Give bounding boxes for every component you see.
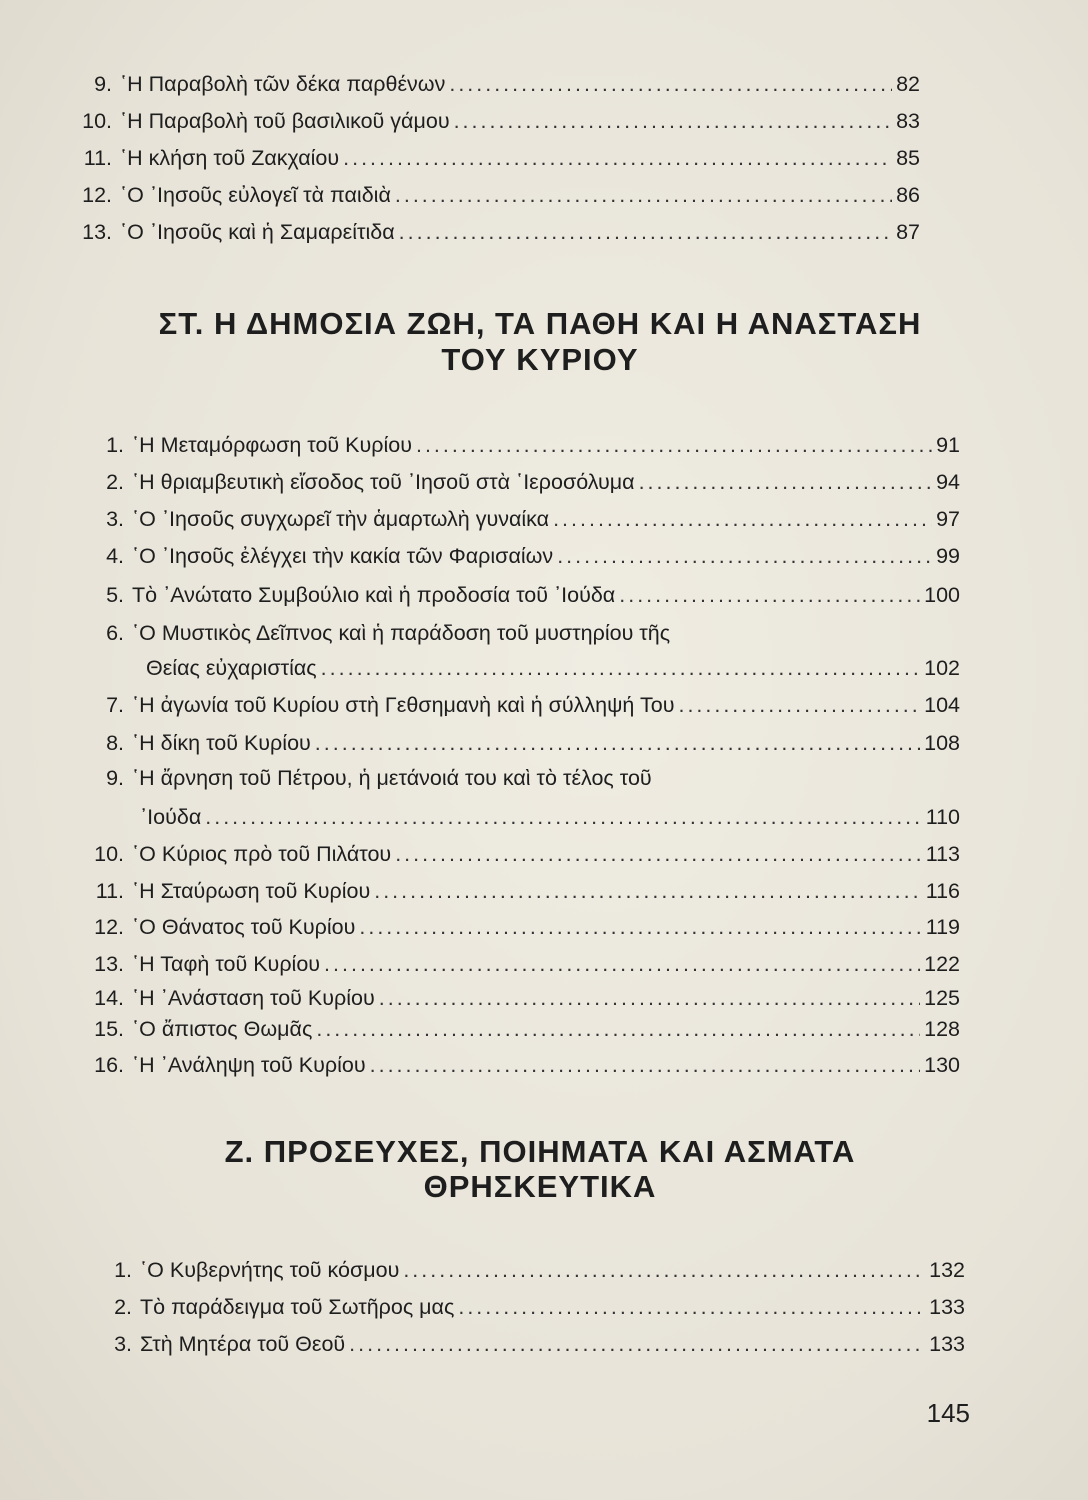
entry-page: 94 (936, 470, 960, 494)
entry-page: 122 (924, 952, 960, 976)
entry-title: ῾Η Παραβολὴ τοῦ βασιλικοῦ γάμου (120, 109, 450, 133)
toc-entry[interactable] (72, 583, 960, 607)
toc-entry[interactable] (72, 433, 960, 457)
entry-title: ῾Η Σταύρωση τοῦ Κυρίου (132, 879, 371, 903)
toc-entry[interactable] (72, 879, 960, 903)
entry-title: ῾Η ἄρνηση τοῦ Πέτρου, ἡ μετάνοιά του καὶ τὸ τέλος τοῦ (132, 766, 652, 790)
dot-leader (399, 220, 892, 244)
dot-leader (639, 470, 933, 494)
dot-leader (315, 731, 920, 755)
entry-title: ῾Ο ἄπιστος Θωμᾶς (132, 1017, 313, 1041)
toc-entry[interactable] (60, 183, 920, 207)
entry-page: 104 (924, 693, 960, 717)
dot-leader (374, 879, 922, 903)
entry-page: 87 (896, 220, 920, 244)
toc-entry[interactable] (72, 621, 960, 645)
dot-leader (449, 72, 892, 96)
toc-entry-continuation[interactable] (146, 656, 960, 680)
entry-page: 125 (924, 986, 960, 1010)
toc-entry[interactable] (80, 1332, 965, 1356)
entry-title-cont: ᾿Ιούδα (140, 805, 202, 829)
dot-leader (379, 986, 920, 1010)
entry-number: 5. (106, 583, 124, 607)
dot-leader (557, 544, 932, 568)
entry-title: ῾Η ᾿Ανάσταση τοῦ Κυρίου (132, 986, 375, 1010)
section-heading: ΣΤ. Η ΔΗΜΟΣΙΑ ΖΩΗ, ΤΑ ΠΑΘΗ ΚΑΙ Η ΑΝΑΣΤΑΣΗ (158, 306, 922, 341)
entry-page: 133 (929, 1295, 965, 1319)
entry-title: ῾Η Μεταμόρφωση τοῦ Κυρίου (132, 433, 412, 457)
entry-number: 9. (106, 766, 124, 790)
page-number: 145 (926, 1398, 970, 1428)
toc-entry[interactable] (72, 952, 960, 976)
entry-page: 130 (924, 1053, 960, 1077)
entry-title: ῾Η ᾿Ανάληψη τοῦ Κυρίου (132, 1053, 366, 1077)
entry-number: 11. (83, 146, 112, 170)
entry-page: 85 (896, 146, 920, 170)
dot-leader (370, 1053, 921, 1077)
entry-number: 12. (94, 915, 124, 939)
toc-entry-continuation[interactable] (140, 805, 960, 829)
entry-title: ῾Ο Κύριος πρὸ τοῦ Πιλάτου (132, 842, 392, 866)
dot-leader (416, 433, 932, 457)
entry-number: 7. (106, 693, 124, 717)
entry-page: 108 (924, 731, 960, 755)
entry-title: ῾Ο ᾿Ιησοῦς εὐλογεῖ τὰ παιδιὰ (120, 183, 391, 207)
entry-number: 15. (94, 1017, 124, 1041)
dot-leader (321, 656, 920, 680)
entry-title: ῾Η Ταφὴ τοῦ Κυρίου (132, 952, 321, 976)
entry-page: 119 (925, 915, 960, 939)
entry-title: ῾Ο ᾿Ιησοῦς ἐλέγχει τὴν κακία τῶν Φαρισαίων (132, 544, 554, 568)
dot-leader (324, 952, 920, 976)
entry-number: 8. (106, 731, 124, 755)
toc-entry[interactable] (60, 109, 920, 133)
entry-title: ῾Ο ᾿Ιησοῦς συγχωρεῖ τὴν ἁμαρτωλὴ γυναίκα (132, 507, 550, 531)
section-heading-cont: ΘΡΗΣΚΕΥΤΙΚΑ (423, 1169, 657, 1204)
entry-title: ῾Η ἀγωνία τοῦ Κυρίου στὴ Γεθσημανὴ καὶ ἡ σύλληψή Του (132, 693, 675, 717)
entry-page: 132 (929, 1258, 965, 1282)
dot-leader (403, 1258, 925, 1282)
dot-leader (395, 842, 922, 866)
entry-number: 3. (106, 507, 124, 531)
toc-entry[interactable] (72, 693, 960, 717)
entry-page: 100 (924, 583, 960, 607)
entry-title: ῾Ο ᾿Ιησοῦς καὶ ἡ Σαμαρείτιδα (120, 220, 395, 244)
entry-number: 13. (82, 220, 112, 244)
entry-number: 11. (95, 879, 124, 903)
entry-number: 3. (114, 1332, 132, 1356)
dot-leader (316, 1017, 920, 1041)
dot-leader (458, 1295, 925, 1319)
entry-number: 9. (94, 72, 112, 96)
entry-title: Τὸ παράδειγμα τοῦ Σωτῆρος μας (140, 1295, 455, 1319)
entry-page: 82 (896, 72, 920, 96)
dot-leader (349, 1332, 925, 1356)
entry-title: Τὸ ᾿Ανώτατο Συμβούλιο καὶ ἡ προδοσία τοῦ ᾿Ιούδα (132, 583, 616, 607)
dot-leader (395, 183, 892, 207)
entry-number: 1. (106, 433, 124, 457)
entry-number: 12. (82, 183, 112, 207)
entry-title: ῾Η θριαμβευτικὴ εἴσοδος τοῦ ᾿Ιησοῦ στὰ ῾Ιεροσόλυμα (132, 470, 635, 494)
section-heading: Ζ. ΠΡΟΣΕΥΧΕΣ, ΠΟΙΗΜΑΤΑ ΚΑΙ ΑΣΜΑΤΑ (224, 1134, 856, 1169)
dot-leader (359, 915, 921, 939)
dot-leader (343, 146, 892, 170)
entry-title: ῾Ο Κυβερνήτης τοῦ κόσμου (140, 1258, 400, 1282)
toc-entry[interactable] (72, 470, 960, 494)
entry-title: ῾Ο Μυστικὸς Δεῖπνος καὶ ἡ παράδοση τοῦ μυστηρίου τῆς (132, 621, 671, 645)
entry-number: 13. (94, 952, 124, 976)
entry-page: 91 (936, 433, 960, 457)
entry-number: 10. (94, 842, 124, 866)
entry-number: 2. (106, 470, 124, 494)
entry-title: ῾Η Παραβολὴ τῶν δέκα παρθένων (120, 72, 446, 96)
toc-entry[interactable] (60, 146, 920, 170)
toc-entry[interactable] (60, 220, 920, 244)
entry-title: Στὴ Μητέρα τοῦ Θεοῦ (140, 1332, 346, 1356)
toc-entry[interactable] (72, 1053, 960, 1077)
entry-page: 116 (925, 879, 960, 903)
toc-entry[interactable] (72, 986, 960, 1010)
dot-leader (619, 583, 920, 607)
toc-entry[interactable] (60, 72, 920, 96)
toc-entry[interactable] (72, 842, 960, 866)
toc-entry[interactable] (80, 1295, 965, 1319)
entry-number: 1. (114, 1258, 132, 1282)
dot-leader (454, 109, 893, 133)
entry-page: 113 (925, 842, 960, 866)
toc-entry[interactable] (72, 507, 960, 531)
entry-number: 16. (94, 1053, 124, 1077)
entry-number: 14. (94, 986, 124, 1010)
entry-page: 102 (924, 656, 960, 680)
toc-entry[interactable] (72, 766, 960, 790)
entry-page: 83 (896, 109, 920, 133)
entry-page: 99 (936, 544, 960, 568)
entry-number: 4. (106, 544, 124, 568)
entry-number: 6. (106, 621, 124, 645)
toc-entry[interactable] (72, 1017, 960, 1041)
toc-entry[interactable] (72, 915, 960, 939)
entry-page: 133 (929, 1332, 965, 1356)
entry-number: 10. (82, 109, 112, 133)
entry-page: 97 (936, 507, 960, 531)
entry-title: ῾Ο Θάνατος τοῦ Κυρίου (132, 915, 356, 939)
entry-page: 128 (924, 1017, 960, 1041)
toc-entry[interactable] (72, 544, 960, 568)
entry-page: 86 (896, 183, 920, 207)
entry-page: 110 (925, 805, 960, 829)
dot-leader (553, 507, 932, 531)
entry-title-cont: Θείας εὐχαριστίας (146, 656, 317, 680)
entry-number: 2. (114, 1295, 132, 1319)
toc-entry[interactable] (72, 731, 960, 755)
toc-entry[interactable] (80, 1258, 965, 1282)
dot-leader (205, 805, 921, 829)
entry-title: ῾Η κλήση τοῦ Ζακχαίου (120, 146, 340, 170)
dot-leader (678, 693, 920, 717)
entry-title: ῾Η δίκη τοῦ Κυρίου (132, 731, 311, 755)
section-heading-cont: ΤΟΥ ΚΥΡΙΟΥ (441, 342, 639, 377)
